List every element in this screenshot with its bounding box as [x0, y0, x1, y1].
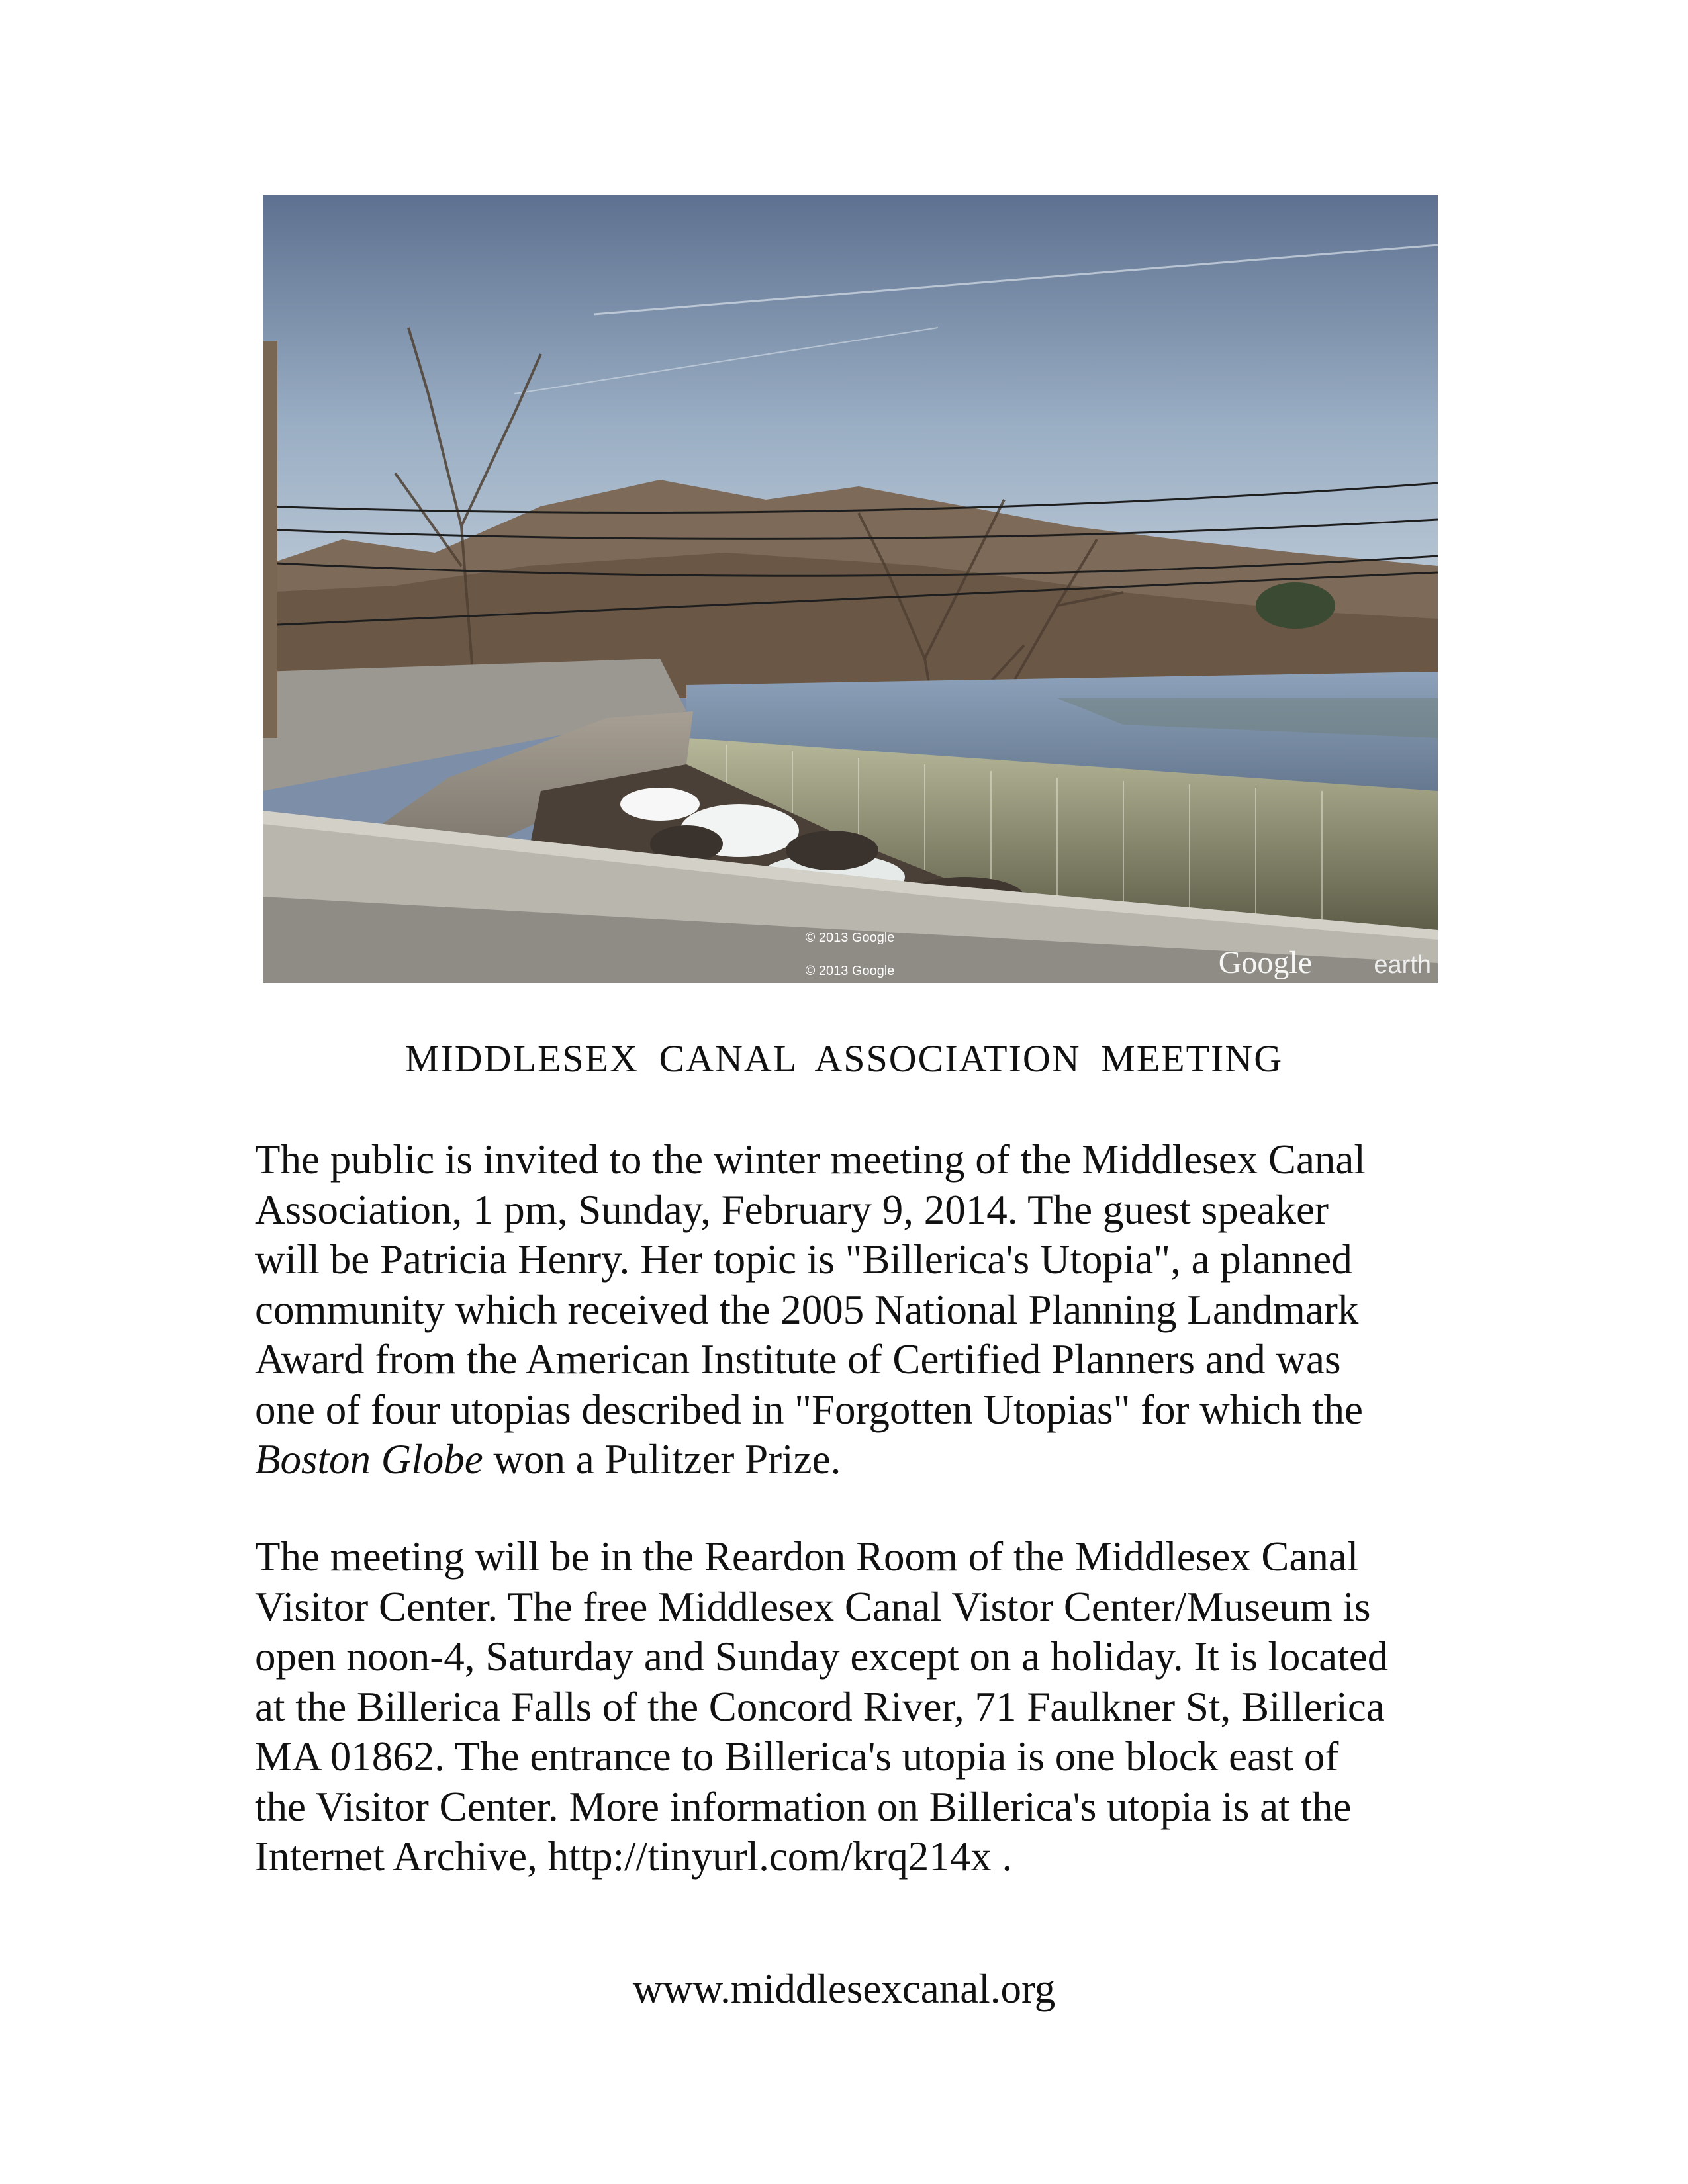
meeting-title: MIDDLESEX CANAL ASSOCIATION MEETING [404, 1037, 1284, 1080]
text-line: Award from the American Institute of Certified Planners and was [255, 1336, 1341, 1383]
text-line: The meeting will be in the Reardon Room of the Middlesex Canal [255, 1533, 1359, 1580]
text-line-rest: won a Pulitzer Prize. [483, 1436, 841, 1482]
text-line: the Visitor Center. More information on Billerica's utopia is at the [255, 1783, 1352, 1830]
newspaper-title: Boston Globe [255, 1436, 483, 1482]
canal-falls-photo [263, 195, 1438, 983]
text-line [255, 1435, 1466, 1485]
text-line: MA 01862. The entrance to Billerica's utopia is one block east of [255, 1733, 1339, 1780]
google-earth-logo-google: Google [1218, 945, 1312, 980]
text-line: Visitor Center. The free Middlesex Canal Vistor Center/Museum is [255, 1583, 1371, 1630]
text-line: at the Billerica Falls of the Concord River, 71 Faulkner St, Billerica [255, 1683, 1385, 1730]
text-line: The public is invited to the winter meeting of the Middlesex Canal [255, 1136, 1366, 1183]
copyright-watermark-2: © 2013 Google [805, 964, 895, 978]
text-line: open noon-4, Saturday and Sunday except on a holiday. It is located [255, 1633, 1389, 1680]
text-line: Association, 1 pm, Sunday, February 9, 2014. The guest speaker [255, 1186, 1329, 1233]
text-line: will be Patricia Henry. Her topic is "Billerica's Utopia", a planned [255, 1236, 1352, 1283]
text-line: community which received the 2005 National Planning Landmark [255, 1286, 1359, 1333]
location-paragraph [255, 1532, 1466, 1882]
google-earth-logo-earth: earth [1374, 951, 1431, 979]
text-line: Internet Archive, http://tinyurl.com/krq214x . [255, 1833, 1013, 1880]
text-line: one of four utopias described in "Forgotten Utopias" for which the [255, 1386, 1363, 1433]
invitation-paragraph [255, 1135, 1466, 1485]
copyright-watermark-1: © 2013 Google [805, 931, 895, 945]
website-url: www.middlesexcanal.org [632, 1966, 1056, 2012]
